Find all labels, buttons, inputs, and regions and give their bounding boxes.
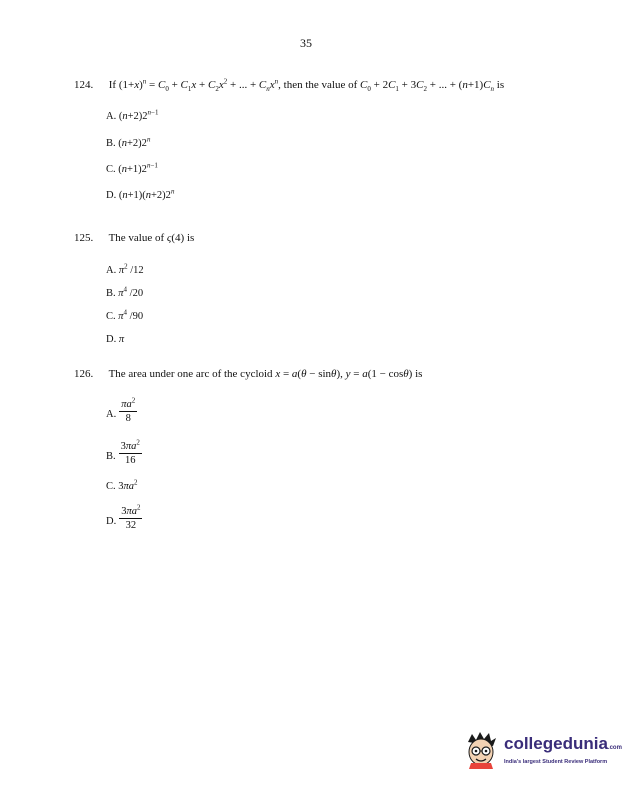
- question-number: 125.: [74, 232, 94, 244]
- question-stem-mid: , then the value of: [278, 79, 358, 91]
- fraction-denominator: 16: [125, 455, 136, 466]
- question-124: [74, 78, 504, 92]
- option-label: D.: [106, 334, 117, 345]
- brand-name: [504, 735, 622, 757]
- option-label: C.: [106, 164, 116, 175]
- mascot-icon: [462, 730, 500, 770]
- option-label: D.: [106, 516, 117, 527]
- option-label: A.: [106, 111, 117, 122]
- option-125-a[interactable]: A. $\pi^2$ /12: [106, 262, 144, 276]
- option-label: C.: [106, 481, 116, 492]
- question-stem-prefix: The value of: [108, 232, 165, 244]
- option-124-a[interactable]: A. $(n+2)2^{n-1}$: [106, 108, 159, 122]
- question-number: 126.: [74, 368, 94, 380]
- option-125-c[interactable]: C. $\pi^4$ /90: [106, 308, 144, 322]
- fraction: $\frac{\pi a^2}{8}$: [121, 396, 136, 424]
- option-label: B.: [106, 288, 116, 299]
- question-stem-suffix: is: [496, 79, 505, 91]
- page-number: 35: [300, 36, 312, 50]
- option-126-a[interactable]: [106, 398, 137, 425]
- fraction-denominator: 8: [125, 413, 131, 424]
- fraction-denominator: 32: [125, 520, 137, 531]
- option-124-d[interactable]: D. $(n+1)(n+2)2^n$: [106, 187, 175, 201]
- option-125-d[interactable]: D. π: [106, 334, 125, 345]
- question-stem-suffix: is: [186, 232, 195, 244]
- fraction: $\frac{3\pi a^2}{32}$: [121, 503, 141, 531]
- option-125-b[interactable]: B. $\pi^4$ /20: [106, 285, 144, 299]
- question-125: [74, 231, 194, 245]
- collegedunia-logo: [462, 730, 622, 770]
- expression: $C_0 + 2C_1 + 3C_2$ + ... + $(n+1)C_n$: [360, 79, 495, 94]
- option-label: A.: [106, 265, 117, 276]
- option-label: A.: [106, 409, 117, 420]
- option-text: /90: [129, 311, 144, 322]
- question-stem-prefix: If: [108, 79, 117, 91]
- option-text: /12: [130, 265, 144, 276]
- fraction: $\frac{3\pi a^2}{16}$: [120, 438, 140, 466]
- equation: $(1+x)^n = C_0 + C_1x + C_2x^2$ + ... + $C_nx^n$: [118, 77, 279, 94]
- brand-suffix: .com: [607, 745, 622, 751]
- question-stem-prefix: The area under one arc of the cycloid: [108, 368, 273, 380]
- option-124-b[interactable]: B. $(n+2)2^n$: [106, 135, 151, 149]
- option-label: B.: [106, 138, 116, 149]
- brand-text: collegedunia: [504, 734, 608, 753]
- option-126-d[interactable]: [106, 505, 142, 532]
- equation: x = a(θ − sinθ), y = a(1 − cosθ): [275, 368, 413, 380]
- option-124-c[interactable]: C. $(n+1)2^{n-1}$: [106, 161, 158, 175]
- expression: ς(4): [166, 232, 185, 244]
- option-label: C.: [106, 311, 116, 322]
- question-stem-suffix: is: [415, 368, 423, 380]
- option-126-b[interactable]: [106, 440, 142, 467]
- option-label: D.: [106, 190, 117, 201]
- option-126-c[interactable]: C. $3\pi a^2$: [106, 478, 138, 492]
- option-text: /20: [129, 288, 144, 299]
- option-label: B.: [106, 451, 116, 462]
- brand-tagline: India's largest Student Review Platform: [504, 759, 608, 765]
- question-126: [74, 367, 422, 381]
- question-number: 124.: [74, 79, 94, 91]
